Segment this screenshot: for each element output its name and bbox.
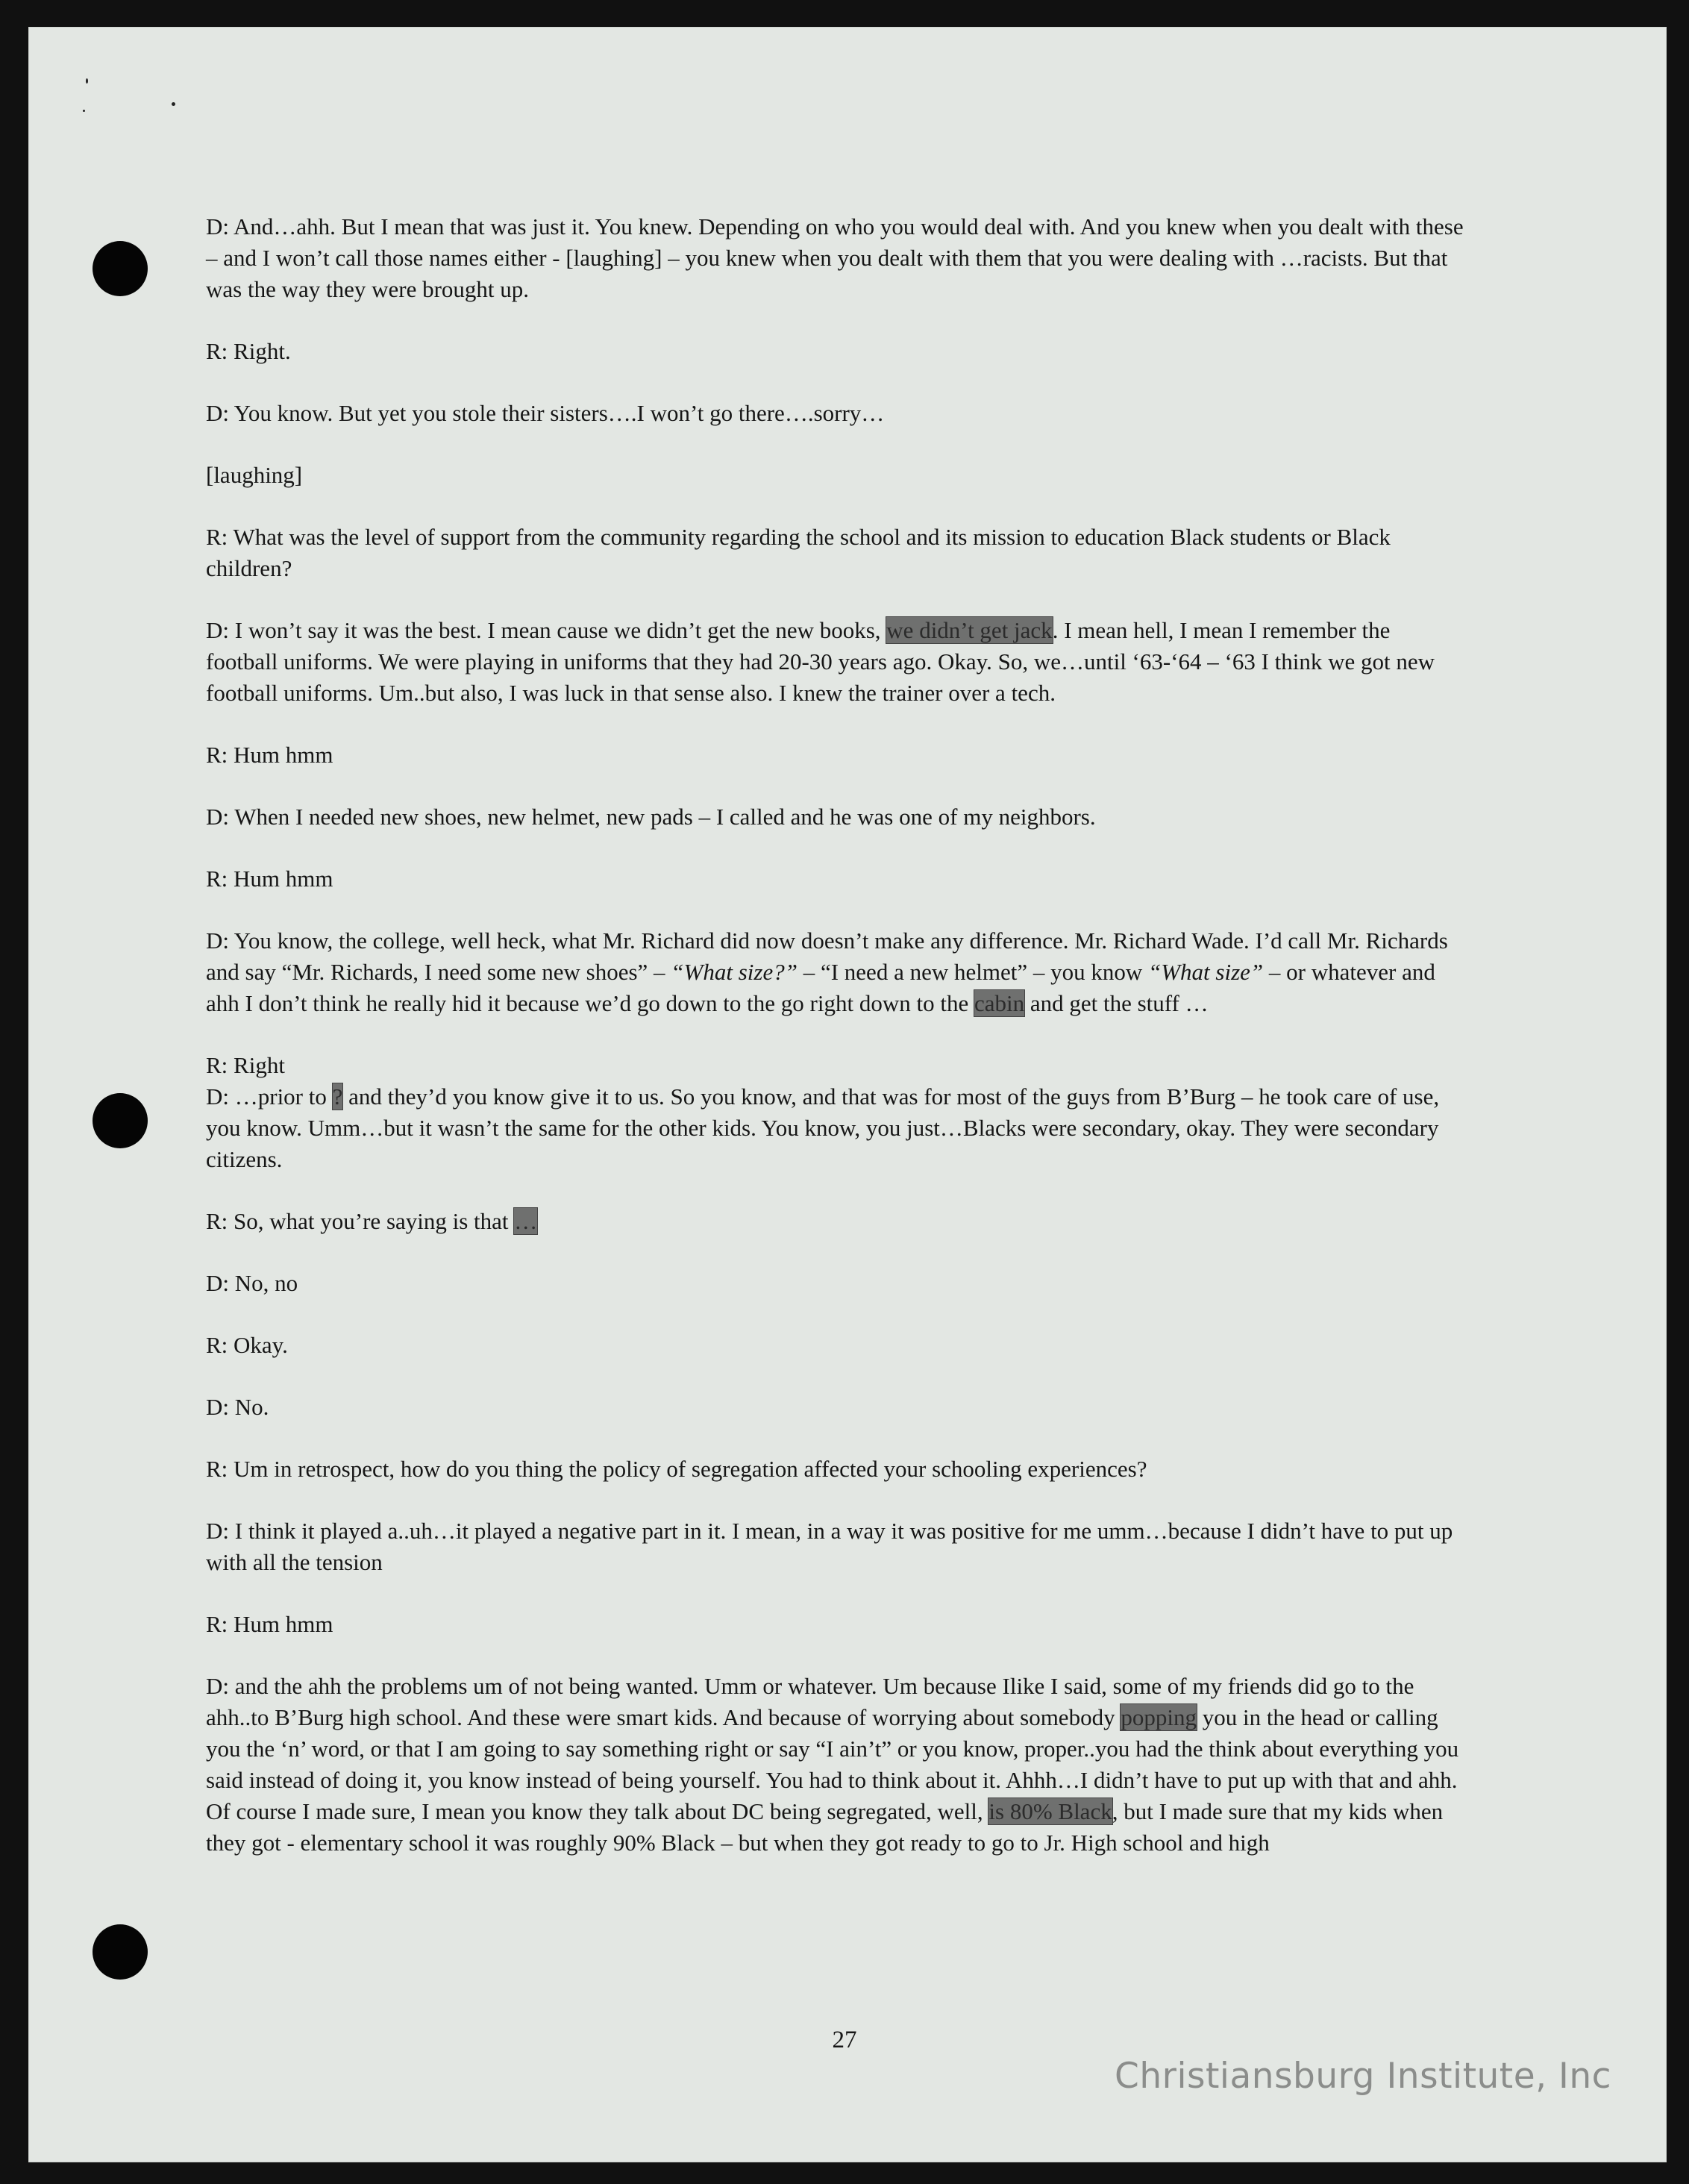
transcript-paragraph (206, 398, 1467, 429)
transcript-paragraph (206, 1515, 1467, 1578)
scan-speck (172, 102, 175, 106)
paragraph-text: D: …prior to (206, 1083, 333, 1110)
paragraph-text: D: You know, the college, well heck, what Mr. Richard did now doesn’t make any difference. Mr. Richard Wade. I’d call Mr. Richards and say “Mr. Richards, I need some new shoes” – (206, 927, 1448, 985)
transcript-paragraph (206, 211, 1467, 305)
paragraph-text: R: What was the level of support from the community regarding the school and its mission to education Black students or Black children? (206, 524, 1391, 581)
highlighted-text: is 80% Black (988, 1798, 1112, 1824)
transcript-paragraph (206, 615, 1467, 709)
transcript-paragraph (206, 1330, 1467, 1361)
paragraph-text: – “I need a new helmet” – you know (797, 959, 1148, 985)
punch-hole-bottom (93, 1924, 148, 1980)
punch-hole-top (93, 241, 148, 296)
paragraph-text: R: Okay. (206, 1332, 288, 1358)
paragraph-text: D: And…ahh. But I mean that was just it. You knew. Depending on who you would deal with. And you knew when you dealt with these – and I won’t call those names either - [laughing] – you knew when you dealt with them that you were dealing with …racists. But that was the way they were brought up. (206, 213, 1464, 302)
transcript-paragraph (206, 522, 1467, 584)
transcript-paragraph (206, 863, 1467, 895)
paragraph-text: R: Um in retrospect, how do you thing the policy of segregation affected your schooling experiences? (206, 1456, 1147, 1482)
highlighted-text: ? (332, 1083, 343, 1110)
paragraph-text: D: You know. But yet you stole their sisters….I won’t go there….sorry… (206, 400, 885, 426)
paragraph-text: D: When I needed new shoes, new helmet, new pads – I called and he was one of my neighbors. (206, 804, 1096, 830)
highlighted-text: cabin (974, 990, 1025, 1016)
paragraph-text: . I mean hell, I mean I remember the football uniforms. We were playing in uniforms that they had 20-30 years ago. Okay. So, we…until ‘63-‘64 – ‘63 I think we got new football uniforms. Um..but also, I was luck in that sense also. I knew the trainer over a tech. (206, 617, 1435, 706)
highlighted-text: popping (1121, 1704, 1197, 1730)
paragraph-text: and they’d you know give it to us. So you know, and that was for most of the guys from B’Burg – he took care of use, you know. Umm…but it wasn’t the same for the other kids. You know, you just…Blacks were secondary, okay. They were secondary citizens. (206, 1083, 1440, 1172)
highlighted-text: … (514, 1208, 538, 1234)
paragraph-text: R: Right (206, 1052, 285, 1078)
transcript-paragraph (206, 1609, 1467, 1640)
paragraph-text: R: Right. (206, 338, 291, 364)
transcript-body (206, 211, 1467, 1889)
italic-text: “What size” (1147, 959, 1264, 985)
scan-speck (83, 110, 85, 112)
transcript-paragraph (206, 1050, 1467, 1081)
paragraph-text: – or whatever and ahh I don’t think he really hid it because we’d go down to the go right down to the (206, 959, 1435, 1016)
transcript-paragraph (206, 739, 1467, 771)
transcript-paragraph (206, 1392, 1467, 1423)
transcript-paragraph (206, 460, 1467, 491)
page-number: 27 (832, 2027, 857, 2053)
paragraph-text: and get the stuff … (1024, 990, 1209, 1016)
transcript-paragraph (206, 1454, 1467, 1485)
scan-speck (86, 78, 88, 84)
highlighted-text: we didn’t get jack (886, 617, 1053, 643)
paragraph-text: R: Hum hmm (206, 1611, 333, 1637)
italic-text: “What size?” (671, 959, 798, 985)
transcript-paragraph (206, 1671, 1467, 1859)
transcript-paragraph (206, 801, 1467, 833)
paragraph-text: , but I made sure that my kids when they got - elementary school it was roughly 90% Black – but when they got ready to go to Jr. High school and high (206, 1798, 1444, 1856)
paragraph-text: you in the head or calling you the ‘n’ word, or that I am going to say something right or say “I ain’t” or you know, proper..you had the think about everything you said instead of doing it, you know instead of being yourself. You had to think about it. Ahhh…I didn’t have to put up with that and ahh. Of course I made sure, I mean you know they talk about DC being segregated, well, (206, 1704, 1459, 1824)
transcript-paragraph (206, 1268, 1467, 1299)
paragraph-text: D: and the ahh the problems um of not being wanted. Umm or whatever. Um because Ilike I said, some of my friends did go to the ahh..to B’Burg high school. And these were smart kids. And because of worrying about somebody (206, 1673, 1414, 1730)
paragraph-text: D: I think it played a..uh…it played a negative part in it. I mean, in a way it was positive for me umm…because I didn’t have to put up with all the tension (206, 1518, 1453, 1575)
paragraph-text: R: Hum hmm (206, 866, 333, 892)
transcript-paragraph (206, 336, 1467, 367)
punch-hole-middle (93, 1093, 148, 1148)
transcript-paragraph (206, 1206, 1467, 1237)
paragraph-text: [laughing] (206, 462, 303, 488)
paragraph-text: R: So, what you’re saying is that (206, 1208, 515, 1234)
paragraph-text: D: No. (206, 1394, 269, 1420)
paragraph-text: D: No, no (206, 1270, 298, 1296)
paragraph-text: R: Hum hmm (206, 742, 333, 768)
paragraph-text: D: I won’t say it was the best. I mean cause we didn’t get the new books, (206, 617, 887, 643)
transcript-paragraph (206, 1081, 1467, 1175)
transcript-paragraph (206, 925, 1467, 1019)
watermark: Christiansburg Institute, Inc (1115, 2056, 1611, 2097)
